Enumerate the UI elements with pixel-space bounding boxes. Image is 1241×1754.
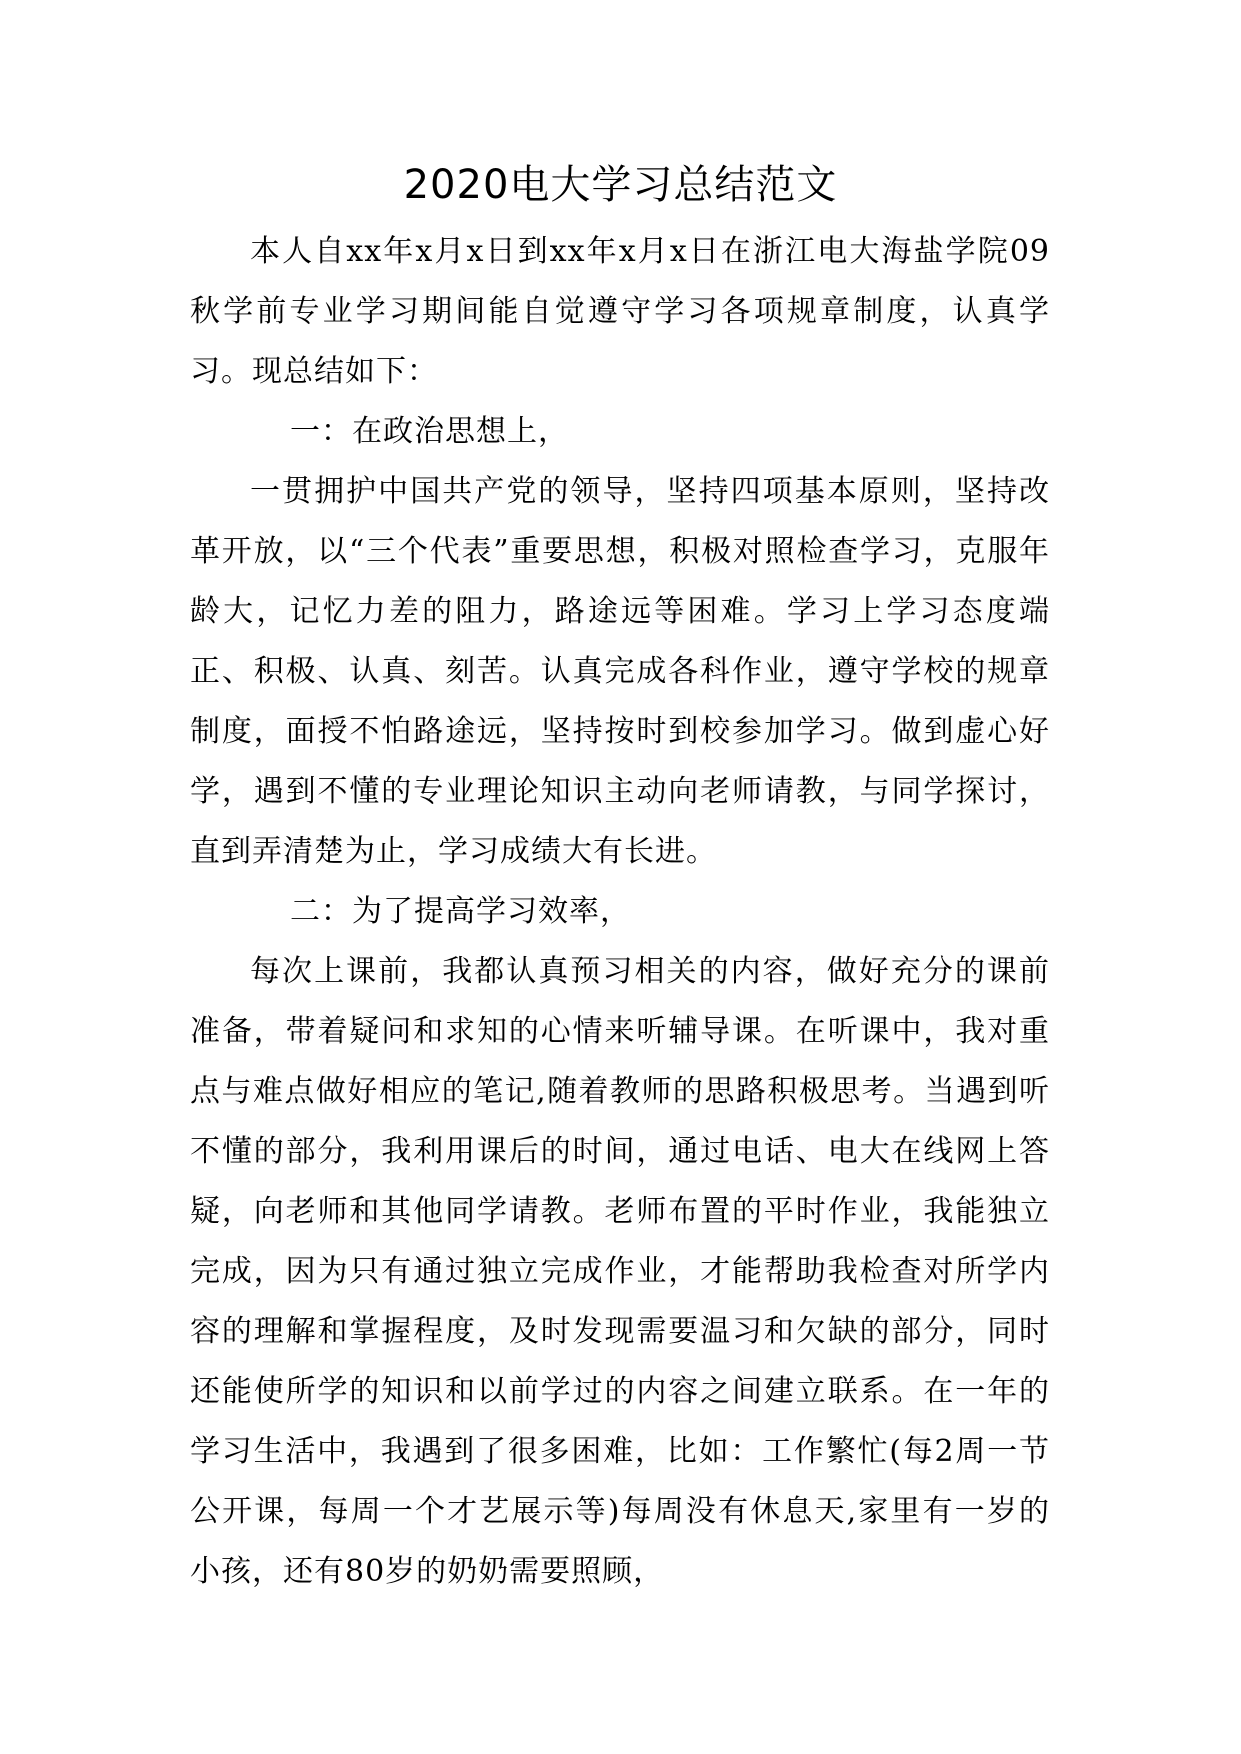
intro-paragraph: 本人自xx年x月x日到xx年x月x日在浙江电大海盐学院09秋学前专业学习期间能自觉遵守学习各项规章制度，认真学习。现总结如下： — [190, 234, 1050, 389]
section-2-paragraph: 每次上课前，我都认真预习相关的内容，做好充分的课前准备，带着疑问和求知的心情来听辅导课。在听课中，我对重点与难点做好相应的笔记,随着教师的思路积极思考。当遇到听不懂的部分，我利用课后的时间，通过电话、电大在线网上答疑，向老师和其他同学请教。老师布置的平时作业，我能独立完成，因为只有通过独立完成作业，才能帮助我检查对所学内容的理解和掌握程度，及时发现需要温习和欠缺的部分，同时还能使所学的知识和以前学过的内容之间建立联系。在一年的学习生活中，我遇到了很多困难，比如：工作繁忙(每2周一节公开课，每周一个才艺展示等)每周没有休息天,家里有一岁的小孩，还有80岁的奶奶需要照顾， — [190, 954, 1050, 1589]
page-title: 2020电大学习总结范文 — [403, 162, 838, 208]
section-1-paragraph: 一贯拥护中国共产党的领导，坚持四项基本原则，坚持改革开放，以“三个代表”重要思想，积极对照检查学习，克服年龄大，记忆力差的阻力，路途远等困难。学习上学习态度端正、积极、认真、刻苦。认真完成各科作业，遵守学校的规章制度，面授不怕路途远，坚持按时到校参加学习。做到虚心好学，遇到不懂的专业理论知识主动向老师请教，与同学探讨，直到弄清楚为止，学习成绩大有长进。 — [190, 474, 1050, 869]
section-1-heading: 一：在政治思想上， — [290, 414, 569, 449]
document-body — [190, 222, 1050, 1602]
section-2-heading: 二：为了提高学习效率， — [290, 894, 631, 929]
